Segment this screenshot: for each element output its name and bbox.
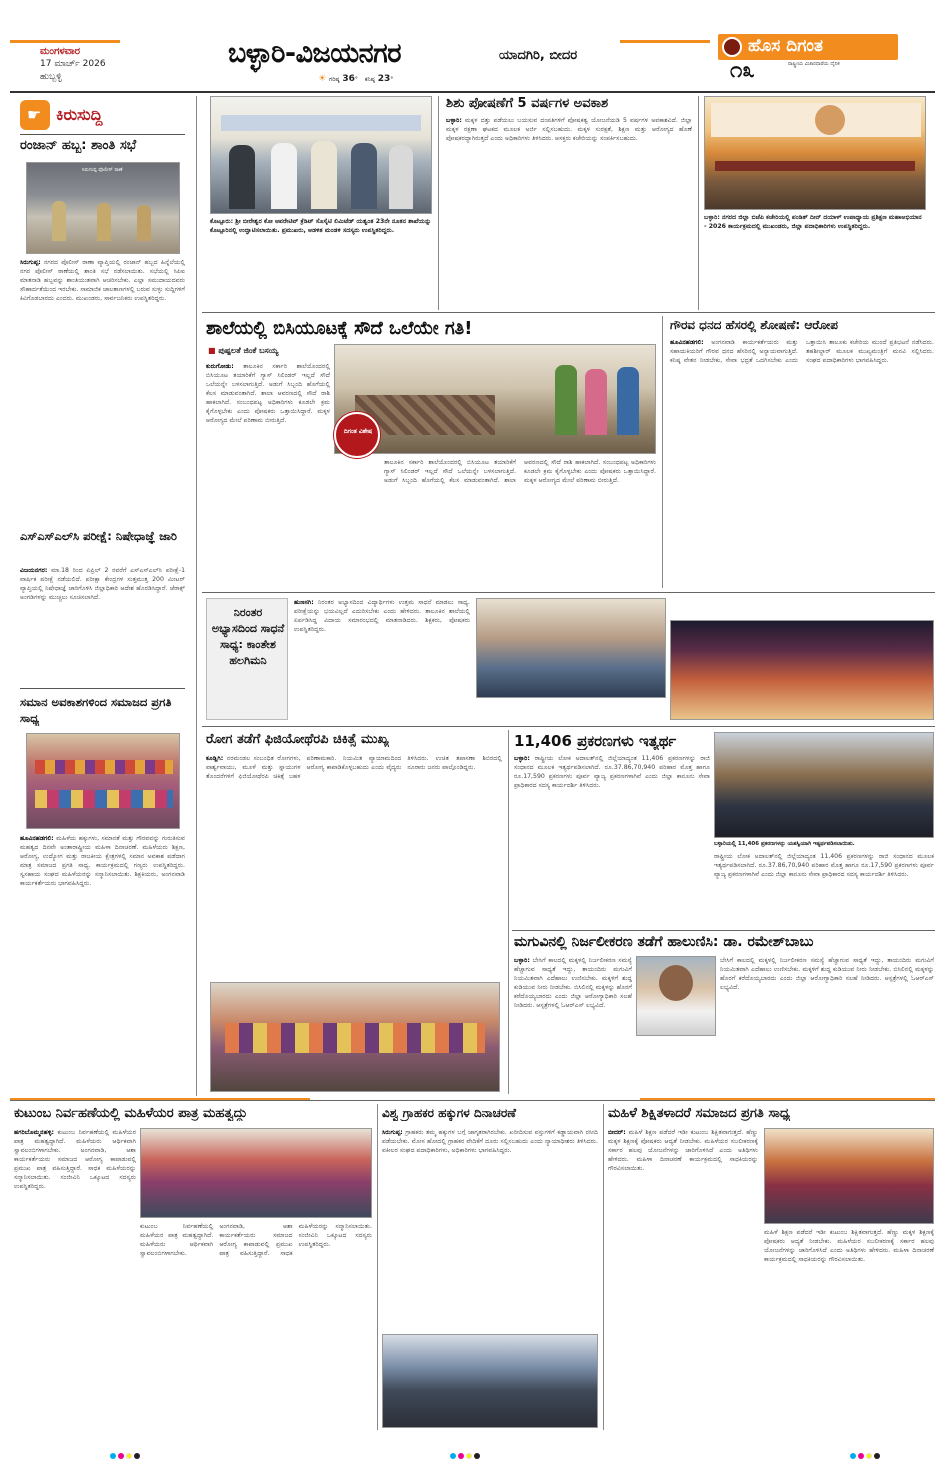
bottom-a2-head: ವಿಶ್ವ ಗ್ರಾಹಕರ ಹಕ್ಕುಗಳ ದಿನಾಚರಣೆ	[382, 1106, 516, 1120]
bottom-a3-text-cont	[764, 1228, 934, 1428]
col1-a2-dateline: ವಿಜಯನಗರ:	[20, 567, 48, 574]
col1-a1-photo	[26, 162, 180, 254]
weather-max: 36	[342, 74, 355, 84]
bottom-a2-text	[382, 1128, 598, 1328]
top-a-text	[446, 116, 692, 310]
masthead	[0, 0, 945, 92]
mid-a1-text	[206, 362, 330, 588]
bottom-a1-body: ಕುಟುಂಬ ನಿರ್ವಹಣೆಯಲ್ಲಿ ಮಹಿಳೆಯರ ಪಾತ್ರ ಮಹತ್ವದ್ದಾಗಿದೆ. ಮಹಿಳೆಯರು ಆರ್ಥಿಕವಾಗಿ ಸ್ವಾವಲಂಬಿಗಳಾಗಬೇಕು. ಅಂಗನವಾಡಿ, ಆಶಾ ಕಾರ್ಯಕರ್ತೆಯರು ಸಮಾಜದ ಆರೋಗ್ಯ ಕಾಪಾಡುವಲ್ಲಿ ಪ್ರಮುಖ ಪಾತ್ರ ವಹಿಸುತ್ತಿದ್ದಾರೆ. ಸಾಧಕ ಮಹಿಳೆಯರನ್ನು ಸನ್ಮಾನಿಸಲಾಯಿತು. ಸಂಜೀವಿನಿ ಒಕ್ಕೂಟದ ಸದಸ್ಯರು ಉಪಸ್ಥಿತರಿದ್ದರು.	[14, 1129, 136, 1190]
bottom-a1-dateline: ಹಗರಿಬೊಮ್ಮನಹಳ್ಳಿ:	[14, 1129, 55, 1136]
col1-a1-text	[20, 258, 185, 520]
byline-bullet-icon: ■	[208, 346, 216, 355]
dot-magenta	[118, 1453, 124, 1459]
top-a-head: ಶಿಶು ಪೋಷಣೆಗೆ 5 ವರ್ಷಗಳ ಅವಕಾಶ	[446, 96, 609, 111]
top-photo-2	[704, 96, 926, 210]
col1-a3-text	[20, 834, 185, 1096]
mid-a1-dateline: ಕುರುಗೋಡು:	[206, 363, 234, 370]
top-vertical-rule-1	[438, 96, 439, 310]
bottom-vertical-rule-2	[603, 1104, 604, 1430]
registration-dots-center	[450, 1444, 482, 1460]
top-photo-1	[210, 96, 432, 214]
mid-a2-text	[670, 338, 934, 588]
lower-a3-head: ಮಗುವಿನಲ್ಲಿ ನಿರ್ಜಲೀಕರಣ ತಡೆಗೆ ಹಾಲುಣಿಸಿ: ಡಾ. ರಮೇಶ್‌ಬಾಬು	[514, 934, 814, 950]
lower-a2-photo-caption: ಬಳ್ಳಾರಿಯಲ್ಲಿ 11,406 ಪ್ರಕರಣಗಳನ್ನು ಯಶಸ್ವಿಯಾಗಿ ಇತ್ಯರ್ಥಪಡಿಸಲಾಯಿತು.	[714, 841, 855, 847]
col1-a3-body: ಮಹಿಳೆಯ ಹಕ್ಕುಗಳು, ಸಮಾನತೆ ಮತ್ತು ಗೌರವವನ್ನು ಗುರುತಿಸುವ ಮಹತ್ವದ ದಿನವೇ ಅಂತಾರಾಷ್ಟ್ರೀಯ ಮಹಿಳಾ ದಿನಾಚರಣೆ. ಮಹಿಳೆಯರು ಶಿಕ್ಷಣ, ಆರೋಗ್ಯ, ಉದ್ಯೋಗ ಮತ್ತು ರಾಜಕೀಯ ಕ್ಷೇತ್ರಗಳಲ್ಲಿ ಸಮಾನ ಅವಕಾಶ ಪಡೆದಾಗ ಮಾತ್ರ ಸಮಾಜದ ಪ್ರಗತಿ ಸಾಧ್ಯ. ಕಾರ್ಯಕ್ರಮದಲ್ಲಿ ಗಣ್ಯರು ಉಪಸ್ಥಿತರಿದ್ದರು. ಸ್ವಸಹಾಯ ಸಂಘದ ಮಹಿಳೆಯರನ್ನು ಸನ್ಮಾನಿಸಲಾಯಿತು. ಶಿಕ್ಷಕಿಯರು, ಅಂಗನವಾಡಿ ಕಾರ್ಯಕರ್ತೆಯರು ಭಾಗವಹಿಸಿದ್ದರು.	[20, 835, 185, 887]
mid-a2-head: ಗೌರವ ಧನದ ಹೆಸರಲ್ಲಿ ಶೋಷಣೆ: ಆರೋಪ	[670, 318, 838, 332]
lower-a2-body-cont: ರಾಷ್ಟ್ರೀಯ ಲೋಕ ಅದಾಲತ್‌ನಲ್ಲಿ ಜಿಲ್ಲೆಯಾದ್ಯಂತ 11,406 ಪ್ರಕರಣಗಳನ್ನು ರಾಜಿ ಸಂಧಾನದ ಮೂಲಕ ಇತ್ಯರ್ಥಪಡಿಸಲಾಗಿದೆ. ರೂ.37.86,70,940 ಪರಿಹಾರ ಮೊತ್ತ ಹಾಗೂ ರೂ.17,590 ಪ್ರಕರಣಗಳು ಪೂರ್ವ ವ್ಯಾಜ್ಯ ಪ್ರಕರಣಗಳಾಗಿವೆ ಎಂದು ಜಿಲ್ಲಾ ಕಾನೂನು ಸೇವಾ ಪ್ರಾಧಿಕಾರದ ಸದಸ್ಯ ಕಾರ್ಯದರ್ಶಿ ತಿಳಿಸಿದರು.	[714, 853, 934, 878]
col1-a3-head: ಸಮಾನ ಅವಕಾಶಗಳಿಂದ ಸಮಾಜದ ಪ್ರಗತಿ ಸಾಧ್ಯ	[20, 695, 172, 725]
top-vertical-rule-2	[698, 96, 699, 310]
top-a-body: ಮಕ್ಕಳ ದತ್ತು ಪಡೆಯಲು ಬಯಸುವ ದಂಪತಿಗಳಿಗೆ ಪೋಷಕತ್ವ ಯೋಜನೆಯಡಿ 5 ವರ್ಷಗಳ ಅವಕಾಶವಿದೆ. ಜಿಲ್ಲಾ ಮಕ್ಕಳ ರಕ್ಷಣಾ ಘಟಕದ ಮೂಲಕ ಅರ್ಜಿ ಸಲ್ಲಿಸಬಹುದು. ಮಕ್ಕಳ ಸುರಕ್ಷತೆ, ಶಿಕ್ಷಣ ಮತ್ತು ಆರೋಗ್ಯದ ಹೊಣೆ ಪೋಷಕರದ್ದಾಗಿರುತ್ತದೆ ಎಂದು ಅಧಿಕಾರಿಗಳು ತಿಳಿಸಿದರು. ಆಸಕ್ತರು ಕಚೇರಿಯನ್ನು ಸಂಪರ್ಕಿಸಬಹುದು.	[446, 117, 692, 142]
bottom-a2-body: ಗ್ರಾಹಕರು ತಮ್ಮ ಹಕ್ಕುಗಳ ಬಗ್ಗೆ ಜಾಗೃತರಾಗಿರಬೇಕು. ಖರೀದಿಸುವ ವಸ್ತುಗಳಿಗೆ ಕಡ್ಡಾಯವಾಗಿ ರಸೀದಿ ಪಡೆಯಬೇಕು. ಮೋಸ ಹೋದಲ್ಲಿ ಗ್ರಾಹಕರ ವೇದಿಕೆಗೆ ದೂರು ಸಲ್ಲಿಸಬಹುದು ಎಂದು ನ್ಯಾಯಾಧೀಶರು ತಿಳಿಸಿದರು. ವಕೀಲರ ಸಂಘದ ಪದಾಧಿಕಾರಿಗಳು, ಅಧಿಕಾರಿಗಳು ಭಾಗವಹಿಸಿದ್ದರು.	[382, 1129, 598, 1154]
lower-a2-text	[514, 754, 710, 926]
bottom-a1-head: ಕುಟುಂಬ ನಿರ್ವಹಣೆಯಲ್ಲಿ ಮಹಿಳೆಯರ ಪಾತ್ರ ಮಹತ್ವದ್ದು	[14, 1106, 248, 1121]
registration-dots-right	[850, 1444, 882, 1460]
bottom-a1-text	[14, 1128, 136, 1428]
lower-a3-body-cont: ಬೇಸಿಗೆ ಕಾಲದಲ್ಲಿ ಮಕ್ಕಳಲ್ಲಿ ನಿರ್ಜಲೀಕರಣ ಸಮಸ್ಯೆ ಹೆಚ್ಚಾಗುವ ಸಾಧ್ಯತೆ ಇದ್ದು, ತಾಯಂದಿರು ಮಗುವಿಗೆ ನಿಯಮಿತವಾಗಿ ಎದೆಹಾಲು ಉಣಿಸಬೇಕು. ಮಕ್ಕಳಿಗೆ ಶುದ್ಧ ಕುಡಿಯುವ ನೀರು ನೀಡಬೇಕು. ಬಿಸಿಲಿನಲ್ಲಿ ಮಕ್ಕಳನ್ನು ಹೊರಗೆ ಕರೆದೊಯ್ಯಬಾರದು ಎಂದು ಜಿಲ್ಲಾ ಆರೋಗ್ಯಾಧಿಕಾರಿ ಸಲಹೆ ನೀಡಿದರು. ಆಸ್ಪತ್ರೆಗಳಲ್ಲಿ ಓಆರ್‌ಎಸ್ ಲಭ್ಯವಿದೆ.	[720, 957, 934, 991]
bottom-a3-dateline: ಬೀದರ್:	[608, 1129, 626, 1136]
lower-a2-photo	[714, 732, 934, 838]
paper-tagline: ರಾಷ್ಟ್ರೀಯ ವಿಚಾರಧಾರೆಯ ದೈನಿಕ	[788, 61, 840, 67]
col1-a1-body: ನಗರದ ಪೊಲೀಸ್ ಠಾಣಾ ವ್ಯಾಪ್ತಿಯಲ್ಲಿ ರಂಜಾನ್ ಹಬ್ಬದ ಹಿನ್ನೆಲೆಯಲ್ಲಿ ನಗರ ಪೊಲೀಸ್ ಠಾಣೆಯಲ್ಲಿ ಶಾಂತಿ ಸಭೆ ನಡೆಸಲಾಯಿತು. ಸಭೆಯಲ್ಲಿ ಸಿಪಿಐ ಮಾತನಾಡಿ ಹಬ್ಬವನ್ನು ಶಾಂತಿಯುತವಾಗಿ ಆಚರಿಸಬೇಕು. ಎಲ್ಲಾ ಸಮುದಾಯದವರು ಸೌಹಾರ್ದತೆಯಿಂದ ಇರಬೇಕು. ಸಾಮಾಜಿಕ ಜಾಲತಾಣಗಳಲ್ಲಿ ಬರುವ ಸುಳ್ಳು ಸುದ್ದಿಗಳಿಗೆ ಕಿವಿಗೊಡಬಾರದು ಎಂದರು. ಮುಖಂಡರು, ಸಾರ್ವಜನಿಕರು ಉಪಸ್ಥಿತರಿದ್ದರು.	[20, 259, 185, 302]
weather-max-label: ಗರಿಷ್ಠ	[328, 76, 340, 83]
dot-cyan	[110, 1453, 116, 1459]
kirusuddi-badge	[20, 100, 50, 130]
bottom-top-rule	[10, 1100, 935, 1101]
masthead-section-title: ಬಳ್ಳಾರಿ-ವಿಜಯನಗರ	[228, 38, 402, 69]
lower-a3-top-rule	[512, 930, 935, 931]
weather-min-label: ಕನಿಷ್ಠ	[364, 76, 375, 83]
col1-a1-head: ರಂಜಾನ್ ಹಬ್ಬ: ಶಾಂತಿ ಸಭೆ	[20, 138, 137, 153]
bottom-a3-body: ಮಹಿಳೆ ಶಿಕ್ಷಣ ಪಡೆದರೆ ಇಡೀ ಕುಟುಂಬ ಶಿಕ್ಷಿತವಾಗುತ್ತದೆ. ಹೆಣ್ಣು ಮಕ್ಕಳ ಶಿಕ್ಷಣಕ್ಕೆ ಪೋಷಕರು ಆದ್ಯತೆ ನೀಡಬೇಕು. ಮಹಿಳೆಯರ ಸಬಲೀಕರಣಕ್ಕೆ ಸರ್ಕಾರ ಹಲವು ಯೋಜನೆಗಳನ್ನು ಜಾರಿಗೊಳಿಸಿದೆ ಎಂದು ಅತಿಥಿಗಳು ಹೇಳಿದರು. ಮಹಿಳಾ ದಿನಾಚರಣೆ ಕಾರ್ಯಕ್ರಮದಲ್ಲಿ ಸಾಧಕಿಯರನ್ನು ಗೌರವಿಸಲಾಯಿತು.	[608, 1129, 758, 1172]
mid-a3-dateline: ಹುಣಸಗಿ:	[294, 599, 314, 606]
mid-a3-headbox	[206, 598, 288, 720]
lower-a1-dateline: ಕೂಡ್ಲಿಗಿ:	[206, 755, 224, 762]
lower-a1-head: ರೋಗ ತಡೆಗೆ ಫಿಜಿಯೋಥೆರಪಿ ಚಿಕಿತ್ಸೆ ಮುಖ್ಯ	[206, 732, 389, 747]
masthead-left-rule	[10, 40, 120, 43]
digantha-special-label: ದಿಗಂತ ವಿಶೇಷ	[343, 428, 373, 435]
mid-a1-text-cont	[384, 458, 656, 588]
top-photo-2-caption: ಬಳ್ಳಾರಿ: ನಗರದ ಜಿಲ್ಲಾ ಬಿಜೆಪಿ ಕಚೇರಿಯಲ್ಲಿ ಪಂಡಿತ್ ದೀನ್ ದಯಾಳ್ ಉಪಾಧ್ಯಾಯ ಪ್ರಶಿಕ್ಷಣ ಮಹಾಅಭಿಯಾನ - 2026 ಕಾರ್ಯಕ್ರಮದಲ್ಲಿ ಮುಖಂಡರು, ಜಿಲ್ಲಾ ಪದಾಧಿಕಾರಿಗಳು ಉಪಸ್ಥಿತರಿದ್ದರು.	[704, 214, 922, 230]
mid-a2-body: ಅಂಗನವಾಡಿ ಕಾರ್ಯಕರ್ತೆಯರು ಮತ್ತು ಸಹಾಯಕಿಯರಿಗೆ ಗೌರವ ಧನದ ಹೆಸರಿನಲ್ಲಿ ಅನ್ಯಾಯವಾಗುತ್ತಿದೆ. ಕನಿಷ್ಠ ವೇತನ ನೀಡಬೇಕು, ಸೇವಾ ಭದ್ರತೆ ಒದಗಿಸಬೇಕು ಎಂದು ಒತ್ತಾಯಿಸಿ ತಾಲೂಕು ಕಚೇರಿಯ ಮುಂದೆ ಪ್ರತಿಭಟನೆ ನಡೆಸಿದರು. ತಹಶೀಲ್ದಾರ್ ಮೂಲಕ ಮುಖ್ಯಮಂತ್ರಿಗೆ ಮನವಿ ಸಲ್ಲಿಸಿದರು. ಸಂಘದ ಪದಾಧಿಕಾರಿಗಳು ಭಾಗವಹಿಸಿದ್ದರು.	[670, 339, 934, 364]
paper-logo	[718, 34, 898, 60]
bottom-a1-photo	[140, 1128, 372, 1218]
page-number: ೧೩	[730, 58, 755, 83]
masthead-date: 17 ಮಾರ್ಚ್ 2026	[40, 59, 106, 69]
kirusuddi-label: ಕಿರುಸುದ್ದಿ	[56, 105, 103, 124]
lower-a3-body: ಬೇಸಿಗೆ ಕಾಲದಲ್ಲಿ ಮಕ್ಕಳಲ್ಲಿ ನಿರ್ಜಲೀಕರಣ ಸಮಸ್ಯೆ ಹೆಚ್ಚಾಗುವ ಸಾಧ್ಯತೆ ಇದ್ದು, ತಾಯಂದಿರು ಮಗುವಿಗೆ ನಿಯಮಿತವಾಗಿ ಎದೆಹಾಲು ಉಣಿಸಬೇಕು. ಮಕ್ಕಳಿಗೆ ಶುದ್ಧ ಕುಡಿಯುವ ನೀರು ನೀಡಬೇಕು. ಬಿಸಿಲಿನಲ್ಲಿ ಮಕ್ಕಳನ್ನು ಹೊರಗೆ ಕರೆದೊಯ್ಯಬಾರದು ಎಂದು ಜಿಲ್ಲಾ ಆರೋಗ್ಯಾಧಿಕಾರಿ ಸಲಹೆ ನೀಡಿದರು. ಆಸ್ಪತ್ರೆಗಳಲ್ಲಿ ಓಆರ್‌ಎಸ್ ಲಭ್ಯವಿದೆ.	[514, 957, 632, 1009]
top-photo-1-caption: ಕೊಟ್ಟೂರು: ಶ್ರೀ ಬೀರೇಶ್ವರ ಕೋ ಆಪರೇಟಿವ್ ಕ್ರೆಡಿಟ್ ಸೊಸೈಟಿ ಲಿಮಿಟೆಡ್ ಯಶ್ವಂತ 23ನೇ ನೂತನ ಶಾಖೆಯನ್ನು ಕೊಟ್ಟೂರಿನಲ್ಲಿ ಉದ್ಘಾಟಿಸಲಾಯಿತು. ಪ್ರಮುಖರು, ಆಡಳಿತ ಮಂಡಳಿ ಸದಸ್ಯರು ಉಪಸ್ಥಿತರಿದ್ದರು.	[210, 218, 432, 234]
logo-emblem-icon	[722, 37, 742, 57]
digantha-special-badge	[334, 412, 380, 458]
lower-a1-photo	[210, 982, 500, 1092]
weather-min: 23	[377, 74, 391, 84]
col1-rule-2	[20, 688, 185, 689]
mid2-row-bottom-rule	[202, 726, 935, 727]
masthead-right-rule	[620, 40, 710, 43]
col1-a1-dateline: ಸಿರುಗುಪ್ಪ:	[20, 259, 41, 266]
bottom-a1-text-cont	[140, 1222, 372, 1428]
masthead-city: ಹುಬ್ಬಳ್ಳಿ	[40, 72, 62, 82]
mid-a3-photo-1	[476, 598, 666, 698]
sun-icon: ☀	[318, 74, 327, 84]
bottom-vertical-rule-1	[377, 1104, 378, 1430]
bottom-a2-photo	[382, 1334, 598, 1428]
col1-a2-body: ಮಾ.18 ರಿಂದ ಏಪ್ರಿಲ್ 2 ರವರೆಗೆ ಎಸ್‌ಎಸ್‌ಎಲ್‌ಸಿ ಪರೀಕ್ಷೆ-1 ವಾರ್ಷಿಕ ಪರೀಕ್ಷೆ ನಡೆಯಲಿದೆ. ಪರೀಕ್ಷಾ ಕೇಂದ್ರಗಳ ಸುತ್ತಮುತ್ತ 200 ಮೀಟರ್ ವ್ಯಾಪ್ತಿಯಲ್ಲಿ ನಿಷೇಧಾಜ್ಞೆ ಜಾರಿಗೊಳಿಸಿ ಜಿಲ್ಲಾಧಿಕಾರಿ ಆದೇಶ ಹೊರಡಿಸಿದ್ದಾರೆ. ಜೆರಾಕ್ಸ್ ಅಂಗಡಿಗಳನ್ನು ಮುಚ್ಚಲು ಸೂಚಿಸಲಾಗಿದೆ.	[20, 567, 185, 601]
bottom-a2-dateline: ಸಿರುಗುಪ್ಪ:	[382, 1129, 403, 1136]
top-a-dateline: ಬಳ್ಳಾರಿ:	[446, 117, 462, 124]
mid-a3-photo-2	[670, 620, 934, 720]
bottom-a3-text	[608, 1128, 758, 1428]
lower-vertical-rule	[508, 730, 509, 1094]
mid-a3-body: ನಿರಂತರ ಅಭ್ಯಾಸದಿಂದ ವಿದ್ಯಾರ್ಥಿಗಳು ಉತ್ತಮ ಸಾಧನೆ ಮಾಡಲು ಸಾಧ್ಯ. ಪರೀಕ್ಷೆಯನ್ನು ಭಯವಿಲ್ಲದೆ ಎದುರಿಸಬೇಕು ಎಂದು ಹೇಳಿದರು. ತಾಲೂಕಿನ ಶಾಲೆಯಲ್ಲಿ ಏರ್ಪಡಿಸಿದ್ದ ವಿದಾಯ ಸಮಾರಂಭದಲ್ಲಿ ಮಾತನಾಡಿದರು. ಶಿಕ್ಷಕರು, ಪೋಷಕರು ಉಪಸ್ಥಿತರಿದ್ದರು.	[294, 599, 470, 633]
mid-a3-text	[294, 598, 470, 722]
lower-a2-head: 11,406 ಪ್ರಕರಣಗಳು ಇತ್ಯರ್ಥ	[514, 732, 677, 750]
masthead-section-sub: ಯಾದಗಿರಿ, ಬೀದರ	[499, 48, 578, 63]
bottom-a3-photo	[764, 1128, 934, 1224]
mid-row-bottom-rule	[202, 592, 935, 593]
masthead-bottom-rule	[10, 91, 935, 93]
lower-a2-body: ರಾಷ್ಟ್ರೀಯ ಲೋಕ ಅದಾಲತ್‌ನಲ್ಲಿ ಜಿಲ್ಲೆಯಾದ್ಯಂತ 11,406 ಪ್ರಕರಣಗಳನ್ನು ರಾಜಿ ಸಂಧಾನದ ಮೂಲಕ ಇತ್ಯರ್ಥಪಡಿಸಲಾಗಿದೆ. ರೂ.37.86,70,940 ಪರಿಹಾರ ಮೊತ್ತ ಹಾಗೂ ರೂ.17,590 ಪ್ರಕರಣಗಳು ಪೂರ್ವ ವ್ಯಾಜ್ಯ ಪ್ರಕರಣಗಳಾಗಿವೆ ಎಂದು ಜಿಲ್ಲಾ ಕಾನೂನು ಸೇವಾ ಪ್ರಾಧಿಕಾರದ ಸದಸ್ಯ ಕಾರ್ಯದರ್ಶಿ ತಿಳಿಸಿದರು.	[514, 755, 710, 789]
lower-a2-dateline: ಬಳ್ಳಾರಿ:	[514, 755, 530, 762]
lower-a3-dateline: ಬಳ್ಳಾರಿ:	[514, 957, 530, 964]
mid-a1-head: ಶಾಲೆಯಲ್ಲಿ ಬಿಸಿಯೂಟಕ್ಕೆ ಸೌದೆ ಒಲೆಯೇ ಗತಿ!	[206, 318, 473, 339]
lower-a2-text-cont	[714, 852, 934, 926]
top-row-bottom-rule	[202, 312, 935, 313]
col1-a3-dateline: ಹೂವಿನಹಡಗಲಿ:	[20, 835, 54, 842]
col1-a2-text	[20, 566, 185, 676]
mid-a1-body: ತಾಲೂಕಿನ ಸರ್ಕಾರಿ ಶಾಲೆಯೊಂದರಲ್ಲಿ ಬಿಸಿಯೂಟ ತಯಾರಿಕೆಗೆ ಗ್ಯಾಸ್ ಸಿಲಿಂಡರ್ ಇಲ್ಲದೆ ಸೌದೆ ಒಲೆಯನ್ನೇ ಬಳಸಲಾಗುತ್ತಿದೆ. ಅಡುಗೆ ಸಿಬ್ಬಂದಿ ಹೊಗೆಯಲ್ಲಿ ಕೆಲಸ ಮಾಡುವಂತಾಗಿದೆ. ಶಾಲಾ ಆವರಣದಲ್ಲಿ ಸೌದೆ ರಾಶಿ ಹಾಕಲಾಗಿದೆ. ಸಂಬಂಧಪಟ್ಟ ಅಧಿಕಾರಿಗಳು ಕೂಡಲೇ ಕ್ರಮ ಕೈಗೊಳ್ಳಬೇಕು ಎಂದು ಪೋಷಕರು ಒತ್ತಾಯಿಸಿದ್ದಾರೆ. ಮಕ್ಕಳ ಆರೋಗ್ಯದ ಮೇಲೆ ಪರಿಣಾಮ ಬೀರುತ್ತಿದೆ.	[206, 363, 330, 424]
pointing-hand-icon: ☛	[27, 105, 42, 124]
masthead-day: ಮಂಗಳವಾರ	[40, 46, 81, 57]
mid-a2-dateline: ಹೂವಿನಹಡಗಲಿ:	[670, 339, 704, 346]
lower-a3-text	[514, 956, 632, 1092]
dot-black	[134, 1453, 140, 1459]
weather: ☀ ಗರಿಷ್ಠ 36° ಕನಿಷ್ಠ 23°	[318, 74, 394, 84]
col1-a3-photo	[26, 733, 180, 829]
lower-a1-body: ನರಮಂಡಲ ಸಂಬಂಧಿತ ರೋಗಗಳು, ಪಾರ್ಶ್ವವಾಯು, ಮೂಳೆ ಮತ್ತು ಸ್ನಾಯುಗಳ ತೊಂದರೆಗಳಿಗೆ ಫಿಜಿಯೋಥೆರಪಿ ಚಿಕಿತ್ಸೆ ಬಹಳ ಪರಿಣಾಮಕಾರಿ. ನಿಯಮಿತ ವ್ಯಾಯಾಮದಿಂದ ಆರೋಗ್ಯ ಕಾಪಾಡಿಕೊಳ್ಳಬಹುದು ಎಂದು ವೈದ್ಯರು ತಿಳಿಸಿದರು. ಉಚಿತ ತಪಾಸಣಾ ಶಿಬಿರದಲ್ಲಿ ನೂರಾರು ಜನರು ಪಾಲ್ಗೊಂಡಿದ್ದರು.	[206, 755, 502, 780]
lower-a1-text	[206, 754, 502, 978]
bottom-a1-body-cont: ಕುಟುಂಬ ನಿರ್ವಹಣೆಯಲ್ಲಿ ಮಹಿಳೆಯರ ಪಾತ್ರ ಮಹತ್ವದ್ದಾಗಿದೆ. ಮಹಿಳೆಯರು ಆರ್ಥಿಕವಾಗಿ ಸ್ವಾವಲಂಬಿಗಳಾಗಬೇಕು. ಅಂಗನವಾಡಿ, ಆಶಾ ಕಾರ್ಯಕರ್ತೆಯರು ಸಮಾಜದ ಆರೋಗ್ಯ ಕಾಪಾಡುವಲ್ಲಿ ಪ್ರಮುಖ ಪಾತ್ರ ವಹಿಸುತ್ತಿದ್ದಾರೆ. ಸಾಧಕ ಮಹಿಳೆಯರನ್ನು ಸನ್ಮಾನಿಸಲಾಯಿತು. ಸಂಜೀವಿನಿ ಒಕ್ಕೂಟದ ಸದಸ್ಯರು ಉಪಸ್ಥಿತರಿದ್ದರು.	[140, 1223, 372, 1257]
col1-a1-photo-caption: ಸಿರುಗುಪ್ಪ ಪೊಲೀಸ್ ಠಾಣೆ	[82, 167, 123, 173]
col1-a2-head: ಎಸ್‌ಎಸ್‌ಎಲ್‌ಸಿ ಪರೀಕ್ಷೆ: ನಿಷೇಧಾಜ್ಞೆ ಜಾರಿ	[20, 529, 178, 543]
portrait-avatar	[659, 965, 693, 1001]
dot-yellow	[126, 1453, 132, 1459]
mid-a1-photo	[334, 344, 656, 454]
mid-a1-byline	[208, 346, 278, 356]
mid-vertical-rule	[662, 316, 663, 588]
bottom-a3-head: ಮಹಿಳೆ ಶಿಕ್ಷಿತಳಾದರೆ ಸಮಾಜದ ಪ್ರಗತಿ ಸಾಧ್ಯ	[608, 1106, 791, 1121]
lower-a3-text-cont	[720, 956, 934, 1092]
mid-a3-head: ನಿರಂತರ ಅಭ್ಯಾಸದಿಂದ ಸಾಧನೆ ಸಾಧ್ಯ: ಕಾಂತೇಶ ಹಲಗಿಮನಿ	[211, 606, 285, 667]
registration-dots-left	[110, 1444, 142, 1460]
col1-rule-top	[20, 134, 185, 135]
bottom-a3-body-cont: ಮಹಿಳೆ ಶಿಕ್ಷಣ ಪಡೆದರೆ ಇಡೀ ಕುಟುಂಬ ಶಿಕ್ಷಿತವಾಗುತ್ತದೆ. ಹೆಣ್ಣು ಮಕ್ಕಳ ಶಿಕ್ಷಣಕ್ಕೆ ಪೋಷಕರು ಆದ್ಯತೆ ನೀಡಬೇಕು. ಮಹಿಳೆಯರ ಸಬಲೀಕರಣಕ್ಕೆ ಸರ್ಕಾರ ಹಲವು ಯೋಜನೆಗಳನ್ನು ಜಾರಿಗೊಳಿಸಿದೆ ಎಂದು ಅತಿಥಿಗಳು ಹೇಳಿದರು. ಮಹಿಳಾ ದಿನಾಚರಣೆ ಕಾರ್ಯಕ್ರಮದಲ್ಲಿ ಸಾಧಕಿಯರನ್ನು ಗೌರವಿಸಲಾಯಿತು.	[764, 1229, 934, 1263]
mid-a1-byline-name: ಪುಷ್ಪಲತೆ ಜಿಂಕೆ ಬಸಯ್ಯ	[218, 346, 279, 355]
paper-name: ಹೊಸ ದಿಗಂತ	[748, 36, 823, 56]
lower-a3-photo	[636, 956, 716, 1036]
mid-a1-body-cont: ತಾಲೂಕಿನ ಸರ್ಕಾರಿ ಶಾಲೆಯೊಂದರಲ್ಲಿ ಬಿಸಿಯೂಟ ತಯಾರಿಕೆಗೆ ಗ್ಯಾಸ್ ಸಿಲಿಂಡರ್ ಇಲ್ಲದೆ ಸೌದೆ ಒಲೆಯನ್ನೇ ಬಳಸಲಾಗುತ್ತಿದೆ. ಅಡುಗೆ ಸಿಬ್ಬಂದಿ ಹೊಗೆಯಲ್ಲಿ ಕೆಲಸ ಮಾಡುವಂತಾಗಿದೆ. ಶಾಲಾ ಆವರಣದಲ್ಲಿ ಸೌದೆ ರಾಶಿ ಹಾಕಲಾಗಿದೆ. ಸಂಬಂಧಪಟ್ಟ ಅಧಿಕಾರಿಗಳು ಕೂಡಲೇ ಕ್ರಮ ಕೈಗೊಳ್ಳಬೇಕು ಎಂದು ಪೋಷಕರು ಒತ್ತಾಯಿಸಿದ್ದಾರೆ. ಮಕ್ಕಳ ಆರೋಗ್ಯದ ಮೇಲೆ ಪರಿಣಾಮ ಬೀರುತ್ತಿದೆ.	[384, 459, 656, 484]
col1-vertical-rule	[196, 96, 197, 1096]
